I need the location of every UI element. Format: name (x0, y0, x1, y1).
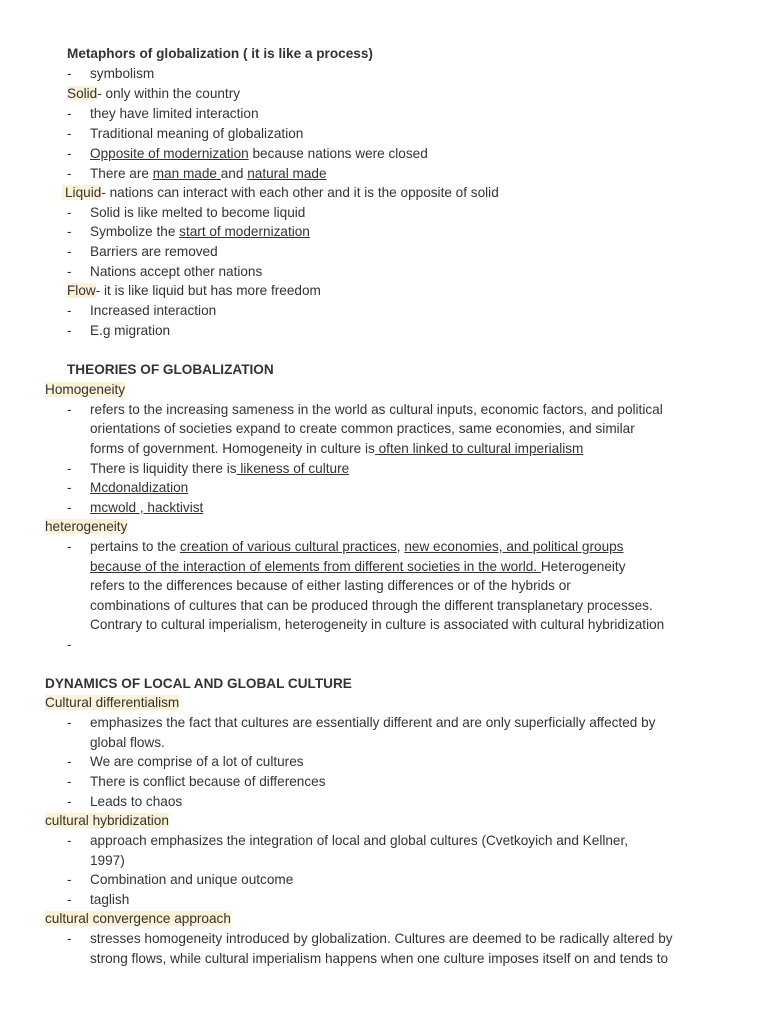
metaphors-heading: Metaphors of globalization ( it is like a process) (67, 46, 373, 61)
paragraph-line: strong flows, while cultural imperialism happens when one culture imposes itself on and tends to (90, 951, 669, 966)
paragraph-line: stresses homogeneity introduced by globalization. Cultures are deemed to be radically altered by (90, 931, 673, 946)
paragraph-line: combinations of cultures that can be produced through the different transplanetary processes. (90, 598, 653, 613)
bullet-dash: - (67, 303, 72, 318)
solid-term: Solid (67, 86, 98, 101)
text-run: There are (90, 166, 153, 181)
solid-def: - only within the country (97, 86, 241, 101)
list-item: Barriers are removed (90, 244, 218, 259)
bullet-dash: - (67, 461, 72, 476)
underlined-phrase: man made (152, 166, 221, 181)
list-item: We are comprise of a lot of cultures (90, 754, 304, 769)
bullet-dash: - (67, 931, 72, 946)
heterogeneity-term-line (45, 517, 127, 537)
list-item: mcwold , hacktivist (90, 500, 204, 515)
flow-definition (67, 281, 321, 301)
bullet-dash: - (67, 224, 72, 239)
underlined-phrase: because of the interaction of elements from different societies in the world. (90, 559, 541, 574)
bullet-dash: - (67, 146, 72, 161)
text-run: because nations were closed (248, 146, 428, 161)
differentialism-term: Cultural differentialism (45, 695, 180, 710)
list-item: Mcdonaldization (90, 480, 189, 495)
bullet-dash: - (67, 126, 72, 141)
paragraph-line: orientations of societies expand to create common practices, same economies, and similar (90, 421, 635, 436)
underlined-phrase: new economies, and political groups (404, 539, 624, 554)
bullet-dash: - (67, 244, 72, 259)
flow-term: Flow (67, 283, 96, 298)
bullet-dash: - (67, 715, 72, 730)
heterogeneity-term: heterogeneity (45, 519, 128, 534)
text-run: Heterogeneity (540, 559, 626, 574)
list-item: Traditional meaning of globalization (90, 126, 304, 141)
convergence-term-line (45, 909, 231, 929)
list-item: Combination and unique outcome (90, 872, 294, 887)
list-item: Nations accept other nations (90, 264, 263, 279)
list-item: E.g migration (90, 323, 171, 338)
text-run: and (220, 166, 248, 181)
flow-def: - it is like liquid but has more freedom (95, 283, 321, 298)
bullet-dash: - (67, 892, 72, 907)
paragraph-line: 1997) (90, 853, 125, 868)
paragraph-line: emphasizes the fact that cultures are essentially different and are only superficially affected by (90, 715, 656, 730)
bullet-dash: - (67, 480, 72, 495)
bullet-dash: - (67, 833, 72, 848)
bullet-dash: - (67, 166, 72, 181)
text-run: Symbolize the (90, 224, 180, 239)
paragraph-line: approach emphasizes the integration of local and global cultures (Cvetkoyich and Kellner, (90, 833, 629, 848)
text-run: pertains to the (90, 539, 180, 554)
bullet-dash: - (67, 402, 72, 417)
list-item: Leads to chaos (90, 794, 183, 809)
theories-heading: THEORIES OF GLOBALIZATION (67, 362, 274, 377)
list-item: Increased interaction (90, 303, 217, 318)
list-item: they have limited interaction (90, 106, 259, 121)
solid-definition (67, 84, 240, 104)
bullet-dash: - (67, 539, 72, 554)
homogeneity-term: Homogeneity (45, 382, 126, 397)
differentialism-term-line (45, 693, 179, 713)
bullet-dash: - (67, 323, 72, 338)
bullet-dash: - (67, 264, 72, 279)
bullet-dash: - (67, 106, 72, 121)
text-run: , (396, 539, 405, 554)
paragraph-line (90, 439, 583, 459)
liquid-def: - nations can interact with each other and it is the opposite of solid (101, 185, 499, 200)
underlined-phrase: start of modernization (179, 224, 310, 239)
underlined-phrase: creation of various cultural practices (179, 539, 397, 554)
underlined-phrase: likeness of culture (236, 461, 350, 476)
text-run: forms of government. Homogeneity in culture is (90, 441, 375, 456)
paragraph-line: refers to the differences because of either lasting differences or of the hybrids or (90, 578, 571, 593)
list-item (90, 222, 310, 242)
paragraph-line (90, 537, 623, 557)
dynamics-heading: DYNAMICS OF LOCAL AND GLOBAL CULTURE (45, 676, 352, 691)
list-item: symbolism (90, 66, 155, 81)
list-item: taglish (90, 892, 130, 907)
paragraph-line (90, 557, 626, 577)
liquid-definition (62, 183, 499, 203)
hybridization-term-line (45, 811, 169, 831)
hybridization-term: cultural hybridization (45, 813, 169, 828)
bullet-dash: - (67, 754, 72, 769)
list-item (90, 164, 327, 184)
bullet-dash: - (67, 637, 72, 652)
bullet-dash: - (67, 872, 72, 887)
paragraph-line: Contrary to cultural imperialism, heterogeneity in culture is associated with cultural hybridization (90, 617, 665, 632)
bullet-dash: - (67, 774, 72, 789)
underlined-phrase: Opposite of modernization (90, 146, 249, 161)
list-item (90, 144, 428, 164)
homogeneity-term-line (45, 380, 125, 400)
list-item: Solid is like melted to become liquid (90, 205, 306, 220)
convergence-term: cultural convergence approach (45, 911, 231, 926)
underlined-phrase: often linked to cultural imperialism (374, 441, 584, 456)
bullet-dash: - (67, 205, 72, 220)
bullet-dash: - (67, 500, 72, 515)
underlined-phrase: natural made (247, 166, 327, 181)
paragraph-line: refers to the increasing sameness in the world as cultural inputs, economic factors, and political (90, 402, 663, 417)
bullet-dash: - (67, 794, 72, 809)
list-item (90, 459, 349, 479)
paragraph-line: global flows. (90, 735, 165, 750)
liquid-term: Liquid (62, 185, 101, 200)
bullet-dash: - (67, 66, 72, 81)
text-run: There is liquidity there is (90, 461, 237, 476)
list-item: There is conflict because of differences (90, 774, 326, 789)
